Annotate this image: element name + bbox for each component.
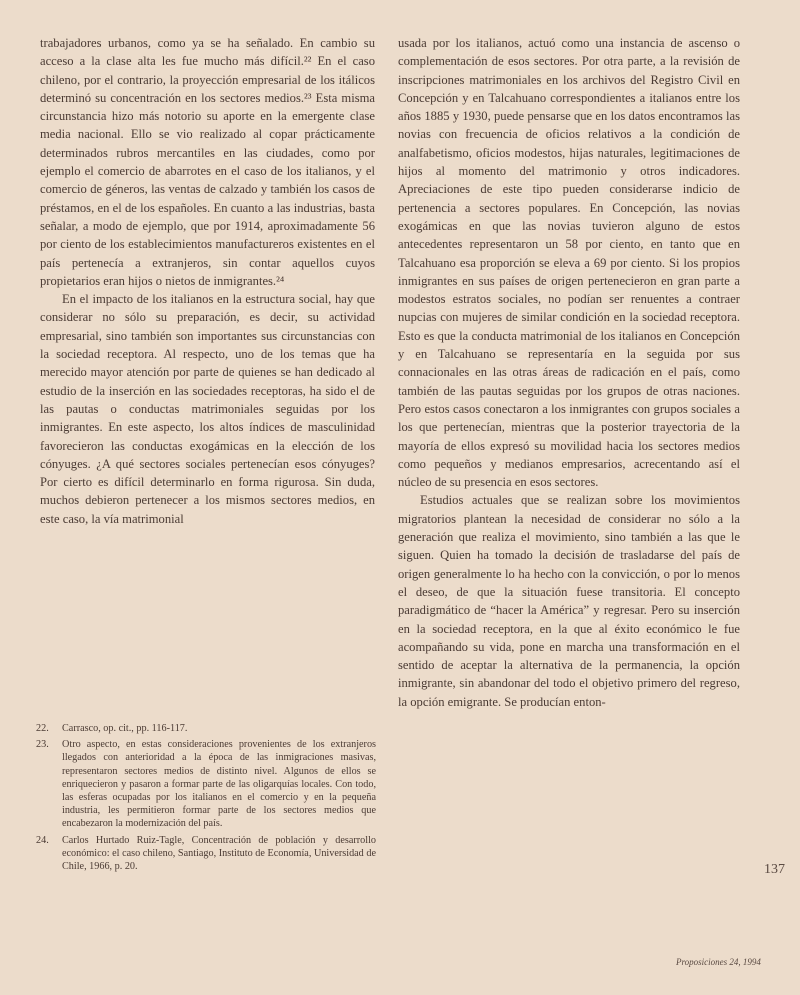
body-paragraph: usada por los italianos, actuó como una instancia de ascenso o complementación de esos sectores. Por otra parte, a la revisión de inscripciones matrimoniales en los archivos del Registro Civil en Concepción y en Talcahuano correspondientes a italianos entre los años 1885 y 1930, puede pensarse que en los datos encontramos las novias con frecuencia de oficios relativos a la condición de analfabetismo, oficios modestos, hijas naturales, legitimaciones de hijos al momento del matrimonio y otros indicadores. Apreciaciones de este tipo pueden considerarse indicio de pertenencia a sectores populares. En Concepción, las novias exogámicas en que las novias tuvieron alguno de estos antecedentes representaron un 58 por ciento, en tanto que en Talcahuano esa proporción se eleva a 69 por ciento. Si los propios inmigrantes en sus países de origen pertenecieron en gran parte a modestos estratos sociales, no podían ser renuentes a contraer nupcias con mujeres de similar condición en la sociedad receptora. Esto es que la conducta matrimonial de los italianos en Concepción y en Talcahuano se representaría en la seguida por sus connacionales en las otras áreas de radicación en el país, como también de las pautas seguidas por los grupos de otras naciones. Pero estos casos conectaron a los inmigrantes con grupos sociales a los que pertenecían, mientras que la posterior trayectoria de la mayoría de ellos expresó su movilidad hacia los sectores medios como pequeños y medianos empresarios, acrecentando así el núcleo de su presencia en esos sectores. <box>398 36 740 490</box>
right-column <box>398 34 740 711</box>
footnote-text: Otro aspecto, en estas consideraciones provenientes de los extranjeros llegados con anterioridad a la época de las inmigraciones masivas, representaron sectores medios de distinto nivel. Algunos de ellos se enriquecieron y pasaron a formar parte de las oligarquías locales. Con todo, las esferas ocupadas por los italianos en el comercio y en la pequeña industria, les permitieron formar parte de los sectores medios que encabezaron la modernización del país. <box>62 739 376 830</box>
footnote-number: 22. <box>36 723 49 734</box>
footnote-number: 24. <box>36 834 49 846</box>
running-footer: Proposiciones 24, 1994 <box>676 957 761 967</box>
left-column <box>40 34 375 528</box>
body-paragraph: En el impacto de los italianos en la estructura social, hay que considerar no sólo su preparación, es decir, su actividad empresarial, sino también son importantes sus circunstancias con la sociedad receptora. Al respecto, uno de los temas que ha merecido mayor atención por parte de quienes se han dedicado al estudio de la inserción en las sociedades receptoras, ha sido el de las pautas o conductas matrimoniales seguidas por los inmigrantes. En este aspecto, los altos índices de masculinidad favorecieron las conductas exogámicas en la elección de los cónyuges. ¿A qué sectores sociales pertenecían esos cónyuges? Por cierto es difícil determinarlo en forma rigurosa. Sin duda, muchos debieron pertenecer a los mismos sectores medios, en este caso, la vía matrimonial <box>40 292 375 526</box>
body-paragraph: trabajadores urbanos, como ya se ha señalado. En cambio su acceso a la clase alta les fue mucho más difícil.²² En el caso chileno, por el contrario, la proyección empresarial de los itálicos determinó su concentración en los sectores medios.²³ Esta misma circunstancia hizo más notorio su aporte en la emergente clase media nacional. Ello se vio realizado al copar prácticamente determinados rubros mercantiles en las ciudades, como por ejemplo el comercio de abarrotes en el caso de los italianos, y el comercio de géneros, las ventas de calzado y también los casos de préstamos, en el de los españoles. En cuanto a las industrias, basta señalar, a modo de ejemplo, que por 1914, aproximadamente 56 por ciento de los establecimientos manufactureros existentes en el país pertenecía a extranjeros, sin contar aquellos cuyos propietarios eran hijos o nietos de inmigrantes.²⁴ <box>40 36 375 288</box>
footnotes <box>36 722 376 876</box>
page-number: 137 <box>764 862 785 877</box>
footnote <box>36 738 376 830</box>
footnote <box>36 834 376 874</box>
footnote-text: Carrasco, op. cit., pp. 116-117. <box>62 723 188 734</box>
footnote-number: 23. <box>36 739 49 751</box>
body-paragraph: Estudios actuales que se realizan sobre los movimientos migratorios plantean la necesidad de considerar no sólo a la generación que realiza el movimiento, sino también a las que le siguen. Quien ha tomado la decisión de trasladarse del país de origen generalmente lo ha hecho con la convicción, o por lo menos el deseo, de que la situación fuese transitoria. El concepto paradigmático de “hacer la América” y regresar. Pero su inserción en la sociedad receptora, en la que al éxito económico le fue acompañando su vida, pone en marcha una transformación en el sentido de aceptar la alternativa de la permanencia, la opción inmigrante, sin abandonar del todo el objetivo primero del regreso, la opción emigrante. Se producían enton- <box>398 493 740 709</box>
footnote <box>36 722 376 735</box>
footnote-text: Carlos Hurtado Ruiz-Tagle, Concentración de población y desarrollo económico: el caso chileno, Santiago, Instituto de Economía, Universidad de Chile, 1966, p. 20. <box>62 834 376 873</box>
